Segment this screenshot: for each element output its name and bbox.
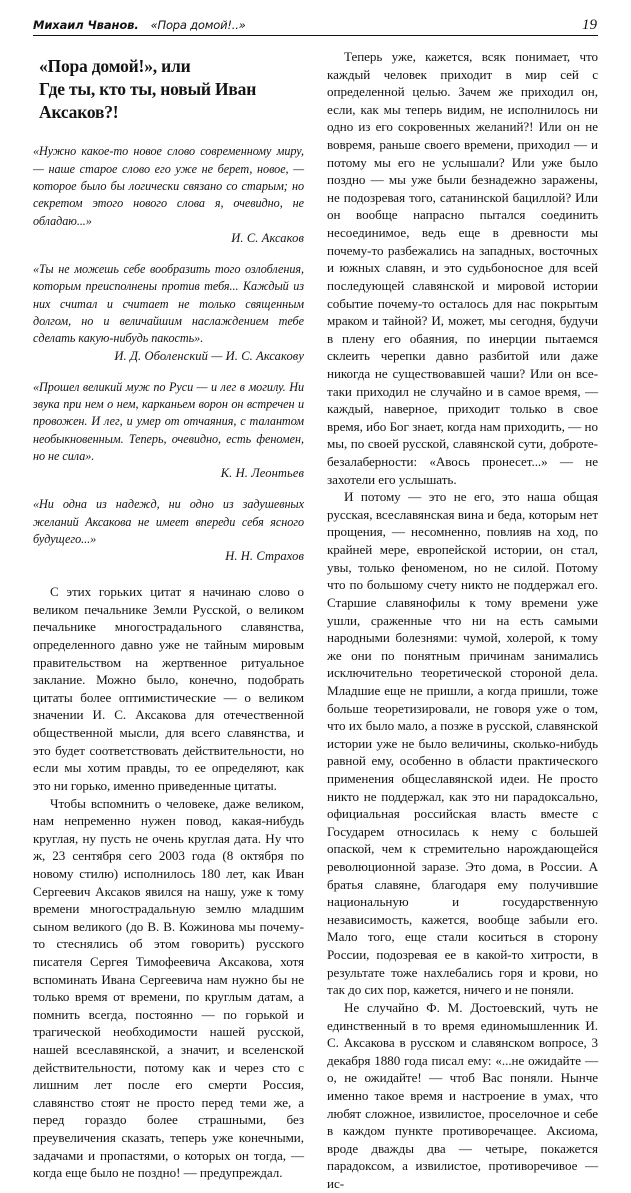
epigraph-source: И. С. Аксаков <box>231 230 304 245</box>
paragraph: Теперь уже, кажется, всяк понимает, что каждый человек приходит в мир сей с определенной целью. Зачем же приходил он, если, как мы теперь видим, не исполнилось ни одно из его сокровенных желаний?! Или он не вовремя, раньше своего времени, приходил — и потому мы его не услышали? Или уже было поздно — мы уже были безнадежно заражены, не подозревая того, сатанинской бациллой? Или он вообще напрасно пытался соединить несоединимое, ведь еще в древности мы почему-то разбежались на западных, восточных и южных славян, и это судьбоносное для всей последующей славянской и мировой истории событие почему-то осталось для нас покрытым мраком и тайной? И, может, мы сегодня, будучи в плену его обаяния, по инерции пытаемся склеить черепки давно разбитой или даже никогда не существовавшей чаши? Или он все-таки приходил не случайно и в самое время, — каждый, наверное, приходит только в свое время, ибо Бог знает, когда нам приходить, — но мы, по своей русской, славянской сути, доброте-безалаберности: «Авось пронесет...» — не захотели его услышать. <box>327 49 598 487</box>
running-head-book-title: «Пора домой!..» <box>150 18 246 32</box>
epigraph <box>33 261 304 364</box>
article-title-line-2: Где ты, кто ты, новый Иван Аксаков?! <box>39 79 257 123</box>
epigraph-source: К. Н. Леонтьев <box>220 466 304 481</box>
epigraph-text: «Ни одна из надежд, ни одно из задушевных желаний Аксакова не имеет впереди себя ясного будущего...» <box>33 497 304 546</box>
paragraph: Не случайно Ф. М. Достоевский, чуть не единственный в то время единомышленник И. С. Аксакова в русском и славянском вопросе, 3 декабря 1880 года писал ему: «...не ожидайте — о, не ожидайте! — чтоб Вас поняли. Нынче именно такое время и настроение в умах, что любят сложное, извилистое, проселочное и себе в каждом пункте противоречащее. Аксиома, вроде дважды два — четыре, покажется парадоксом, а извилистое, противоречивое — ис- <box>327 999 598 1191</box>
running-head-left <box>33 18 246 32</box>
article-title-line-1: «Пора домой!», или <box>39 56 191 76</box>
epigraph-text: «Ты не можешь себе вообразить того озлобления, которым преисполнены против тебя... Каждый из них считал и считает не только священным долгом, но и величайшим наслаждением тебе сделать какую-нибудь пакость». <box>33 261 304 346</box>
paragraph: И потому — это не его, это наша общая русская, всеславянская вина и беда, которым нет прощения, — несомненно, повлияв на ход, по крайней мере, европейской истории, он стал, увы, только феноменом, но не силой. Потому что по большому счету никто не поддержал его. Старшие славянофилы к тому времени уже ушли, сраженные что ни на есть самыми народными болезнями: чумой, холерой, к тому же они по понятным причинам занимались исключительно теоретической стороной дела. Младшие еще не пришли, а когда пришли, тоже больше теоретизировали, не говоря уже о том, что их было мало, а позже в русской, славянской истории уже не было величины, сколько-нибудь равной ему, особенно в области практического применения общеславянской идеи. Не просто никто не поддержал, как это ни парадоксально, официальная российская власть вместе с Государем относилась к нему с большей опаской, чем к стремительно нарождающейся революционной заразе. Это дома, в России. А братья славяне, благодаря ему получившие национальную и государственную независимость, кажется, вообще забыли его. Мало того, еще стали коситься в сторону России, подозревая ее в какой-то хитрости, в результате тоже нахлебались горя и крови, но так до сих пор, кажется, ничего и не поняли. <box>327 489 598 998</box>
text-columns <box>33 48 598 1191</box>
epigraph <box>33 379 304 482</box>
right-column-body <box>327 48 598 1193</box>
paragraph: С этих горьких цитат я начинаю слово о великом печальнике Земли Русской, о великом печальнике многострадального славянства, определенного давно уже не тайным мировым правительством на жертвенное ритуальное заклание. Можно было, конечно, подобрать цитаты более оптимистические — о великом значении И. С. Аксакова для отечественной общественной мысли, для всего славянства, и это будет соответствовать действительности, но если мы хотим правды, то ее определяют, как это ни горько, именно приведенные цитаты. <box>33 584 304 793</box>
column-gutter <box>304 48 327 800</box>
page-number: 19 <box>582 17 597 33</box>
epigraph-source: Н. Н. Страхов <box>225 549 304 564</box>
paragraph: Чтобы вспомнить о человеке, даже великом, нам непременно нужен повод, какая-нибудь круглая, ну пусть не очень круглая дата. Ну что ж, 23 сентября сего 2003 года (8 октября по новому стилю) исполнилось 180 лет, как Иван Сергеевич Аксаков явился на нашу, уже к тому времени многострадальную землю младшим сыном великого (до В. В. Кожинова мы почему-то стеснялись об этом говорить) русского писателя Сергея Тимофеевича Аксакова, хотя вспоминать Ивана Сергеевича нам нужно бы не только время от времени, по круглым датам, а помнить всегда, постоянно — по горькой и трагической необходимости нашей русской, нашей всеславянской, а значит, и вселенской действительности, потому как и через сто с лишним лет после его смерти Россия, славянство стоят не просто перед теми же, а перед гораздо более страшными, без преувеличения сказать, теперь уже конечными, задачами и пропастями, о которых он тогда, — когда еще было не поздно! — предупреждал. <box>33 795 304 1181</box>
running-head <box>33 17 598 36</box>
left-column <box>33 48 304 1181</box>
epigraph <box>33 143 304 246</box>
epigraph-list <box>33 143 304 564</box>
left-column-body <box>33 583 304 1182</box>
epigraph-text: «Нужно какое-то новое слово современному миру, — наше старое слово его уже не берет, новое, — которое было бы логически связано со старым; но секретом этого нового слова я, очевидно, не обладаю...» <box>33 144 304 228</box>
epigraph-source: И. Д. Оболенский — И. С. Аксакову <box>114 348 304 363</box>
running-head-author: Михаил Чванов. <box>33 18 139 32</box>
article-title <box>33 55 304 124</box>
epigraph <box>33 496 304 564</box>
right-column <box>327 48 598 1191</box>
epigraph-text: «Прошел великий муж по Руси — и лег в могилу. Ни звука при нем о нем, карканьем ворон он встречен и провожен. И лег, и умер от отчаяния, с талантом необыкновенным. Теперь, очевидно, есть феномен, но не сила». <box>33 379 304 463</box>
